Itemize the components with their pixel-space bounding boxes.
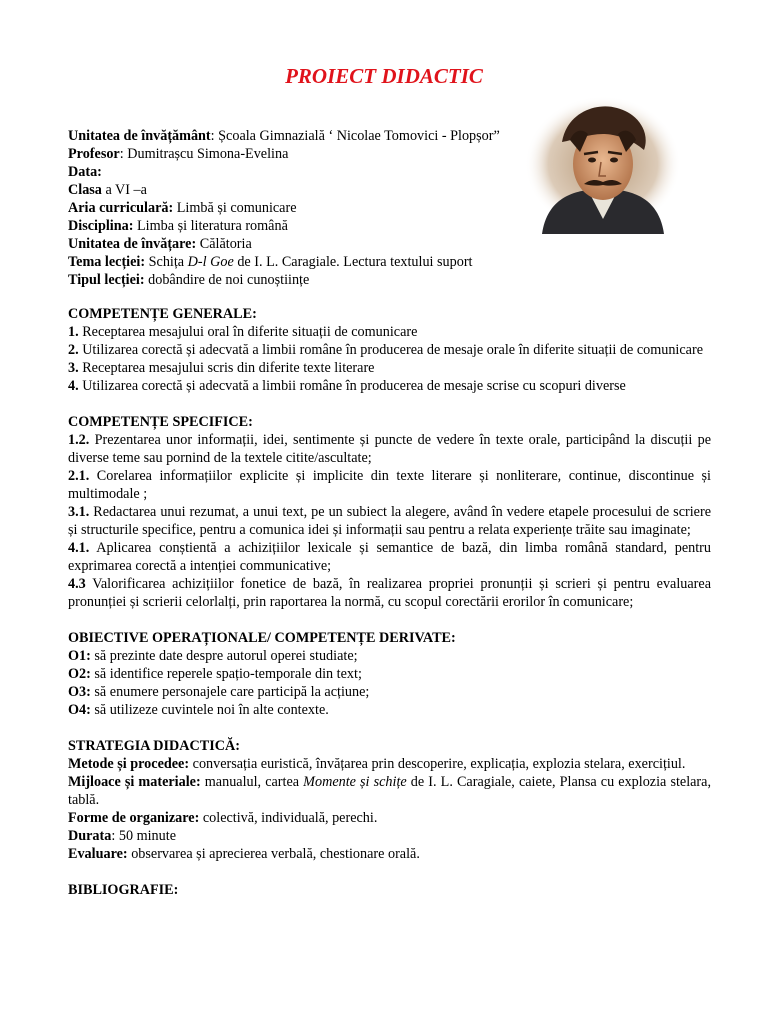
section-heading-strategy: STRATEGIA DIDACTICĂ: xyxy=(68,738,240,754)
general-item: 2. Utilizarea corectă și adecvată a limbii române în producerea de mesaje orale în diferite situații de comunicare xyxy=(68,342,703,358)
header-class: Clasa a VI –a xyxy=(68,182,147,198)
strategy-duration: Durata: 50 minute xyxy=(68,828,176,844)
specific-item: 1.2. Prezentarea unor informații, idei, sentimente și puncte de vedere în texte orale, participând la discuții pe diverse teme sau pornind de la textele citite/ascultate; xyxy=(68,432,711,466)
general-item: 4. Utilizarea corectă și adecvată a limbii române în producerea de mesaje scrise cu scopuri diverse xyxy=(68,378,626,394)
header-curricular-area: Aria curriculară: Limbă și comunicare xyxy=(68,200,297,216)
objective-item: O1: să prezinte date despre autorul operei studiate; xyxy=(68,648,358,664)
header-school: Unitatea de învățământ: Școala Gimnazială ‘ Nicolae Tomovici - Plopșor” xyxy=(68,128,500,144)
author-portrait-image xyxy=(522,94,684,234)
specific-item: 3.1. Redactarea unui rezumat, a unui text, pe un subiect la alegere, având în vedere etapele procesului de scriere și structurile specifice, pentru a comunica idei și informații sau pentru a relata experiențe trăite sau imaginate; xyxy=(68,504,711,538)
general-item: 3. Receptarea mesajului scris din diferite texte literare xyxy=(68,360,375,376)
page-title: PROIECT DIDACTIC xyxy=(285,64,483,88)
objective-item: O3: să enumere personajele care participă la acțiune; xyxy=(68,684,370,700)
header-lesson-type: Tipul lecției: dobândire de noi cunoștiințe xyxy=(68,272,310,288)
specific-item: 4.1. Aplicarea conștientă a achizițiilor lexicale și semantice de bază, din limba română standard, pentru exprimarea corectă a intenției communicative; xyxy=(68,540,711,574)
objective-item: O4: să utilizeze cuvintele noi în alte contexte. xyxy=(68,702,329,718)
objective-item: O2: să identifice reperele spațio-temporale din text; xyxy=(68,666,362,682)
header-teacher: Profesor: Dumitrașcu Simona-Evelina xyxy=(68,146,289,162)
specific-item: 2.1. Corelarea informațiilor explicite și implicite din texte literare și nonliterare, continue, discontinue și multimodale ; xyxy=(68,468,711,502)
header-block xyxy=(68,127,538,289)
general-item: 1. Receptarea mesajului oral în diferite situații de comunicare xyxy=(68,324,418,340)
strategy-materials: Mijloace și materiale: manualul, cartea Momente și schițe de I. L. Caragiale, caiete, Plansa cu explozia stelara, tablă. xyxy=(68,774,712,808)
header-date: Data: xyxy=(68,164,102,180)
header-learning-unit: Unitatea de învățare: Călătoria xyxy=(68,236,252,252)
section-heading-bibliography: BIBLIOGRAFIE: xyxy=(68,882,179,898)
section-heading-objectives: OBIECTIVE OPERAȚIONALE/ COMPETENȚE DERIVATE: xyxy=(68,630,456,646)
header-discipline: Disciplina: Limba și literatura română xyxy=(68,218,288,234)
section-heading-specific: COMPETENȚE SPECIFICE: xyxy=(68,414,253,430)
strategy-methods: Metode și procedee: conversația euristică, învățarea prin descoperire, explicația, explozia stelara, exercițiul. xyxy=(68,756,686,772)
header-lesson-theme: Tema lecției: Schița D-l Goe de I. L. Caragiale. Lectura textului suport xyxy=(68,254,473,270)
document-body xyxy=(68,305,711,899)
specific-item: 4.3 Valorificarea achizițiilor fonetice de bază, în realizarea propriei pronunții și scrieri și pentru evaluarea pronunției și scrierii celorlalți, prin raportarea la normă, cu scopul corectării erorilor în comunicare; xyxy=(68,576,711,610)
strategy-evaluation: Evaluare: observarea și aprecierea verbală, chestionare orală. xyxy=(68,846,420,862)
strategy-forms: Forme de organizare: colectivă, individuală, perechi. xyxy=(68,810,378,826)
section-heading-general: COMPETENȚE GENERALE: xyxy=(68,306,257,322)
